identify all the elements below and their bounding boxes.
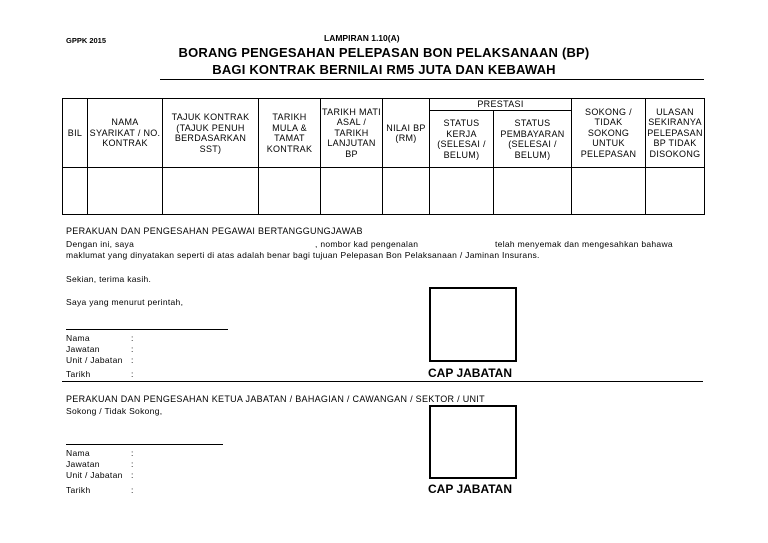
closing-order: Saya yang menurut perintah, xyxy=(66,297,184,307)
stamp-label: CAP JABATAN xyxy=(428,366,513,380)
col-nama-syarikat: NAMA SYARIKAT / NO. KONTRAK xyxy=(88,99,163,168)
field-jawatan-label: Jawatan xyxy=(66,459,100,469)
field-colon: : xyxy=(131,459,134,469)
col-status-pembayaran: STATUS PEMBAYARAN (SELESAI / BELUM) xyxy=(494,111,572,168)
declaration-intro: Dengan ini, saya xyxy=(66,239,135,249)
table-row xyxy=(63,168,705,215)
field-colon: : xyxy=(131,470,134,480)
cell-tajuk-kontrak[interactable] xyxy=(163,168,259,215)
col-sokong: SOKONG / TIDAK SOKONG UNTUK PELEPASAN xyxy=(572,99,646,168)
field-tarikh-label: Tarikh xyxy=(66,369,91,379)
signature-line[interactable] xyxy=(66,444,223,445)
declaration-statement: maklumat yang dinyatakan seperti di atas adalah benar bagi tujuan Pelepasan Bon Pelaksanaan / Jaminan Insurans. xyxy=(66,250,540,260)
section1-heading: PERAKUAN DAN PENGESAHAN PEGAWAI BERTANGGUNGJAWAB xyxy=(66,226,363,236)
field-colon: : xyxy=(131,485,134,495)
form-title: BORANG PENGESAHAN PELEPASAN BON PELAKSANAAN (BP) xyxy=(178,45,590,60)
col-tarikh-mati: TARIKH MATI ASAL / TARIKH LANJUTAN BP xyxy=(321,99,383,168)
field-tarikh-label: Tarikh xyxy=(66,485,91,495)
section2-heading: PERAKUAN DAN PENGESAHAN KETUA JABATAN / BAHAGIAN / CAWANGAN / SEKTOR / UNIT xyxy=(66,394,485,404)
cell-sokong[interactable] xyxy=(572,168,646,215)
field-unit-label: Unit / Jabatan xyxy=(66,470,123,480)
stamp-label: CAP JABATAN xyxy=(428,482,513,496)
support-choice: Sokong / Tidak Sokong, xyxy=(66,406,163,416)
stamp-box[interactable] xyxy=(429,287,517,362)
field-colon: : xyxy=(131,344,134,354)
signature-line[interactable] xyxy=(66,329,228,330)
col-bil: BIL xyxy=(63,99,88,168)
cell-status-kerja[interactable] xyxy=(430,168,494,215)
field-colon: : xyxy=(131,355,134,365)
cell-ulasan[interactable] xyxy=(646,168,705,215)
field-unit-label: Unit / Jabatan xyxy=(66,355,123,365)
declaration-verify: telah menyemak dan mengesahkan bahawa xyxy=(495,239,673,249)
form-subtitle: BAGI KONTRAK BERNILAI RM5 JUTA DAN KEBAWAH xyxy=(212,62,556,77)
col-tajuk-kontrak: TAJUK KONTRAK (TAJUK PENUH BERDASARKAN SST) xyxy=(163,99,259,168)
closing-thanks: Sekian, terima kasih. xyxy=(66,274,152,284)
col-tarikh-mula: TARIKH MULA & TAMAT KONTRAK xyxy=(259,99,321,168)
field-jawatan-label: Jawatan xyxy=(66,344,100,354)
col-prestasi: PRESTASI xyxy=(430,99,572,111)
form-code: GPPK 2015 xyxy=(66,36,107,45)
field-colon: : xyxy=(131,333,134,343)
title-underline xyxy=(160,79,704,80)
field-colon: : xyxy=(131,448,134,458)
section-divider xyxy=(62,381,703,382)
field-nama-label: Nama xyxy=(66,333,90,343)
col-nilai-bp: NILAI BP (RM) xyxy=(383,99,430,168)
col-status-kerja: STATUS KERJA (SELESAI / BELUM) xyxy=(430,111,494,168)
cell-bil[interactable] xyxy=(63,168,88,215)
field-colon: : xyxy=(131,369,134,379)
field-nama-label: Nama xyxy=(66,448,90,458)
contract-table xyxy=(62,98,705,215)
col-ulasan: ULASAN SEKIRANYA PELEPASAN BP TIDAK DISOKONG xyxy=(646,99,705,168)
stamp-box[interactable] xyxy=(429,405,517,479)
lampiran-label: LAMPIRAN 1.10(A) xyxy=(324,33,400,43)
cell-nama-syarikat[interactable] xyxy=(88,168,163,215)
cell-nilai-bp[interactable] xyxy=(383,168,430,215)
cell-status-pembayaran[interactable] xyxy=(494,168,572,215)
cell-tarikh-mula[interactable] xyxy=(259,168,321,215)
cell-tarikh-mati[interactable] xyxy=(321,168,383,215)
declaration-ic-label: , nombor kad pengenalan xyxy=(315,239,419,249)
